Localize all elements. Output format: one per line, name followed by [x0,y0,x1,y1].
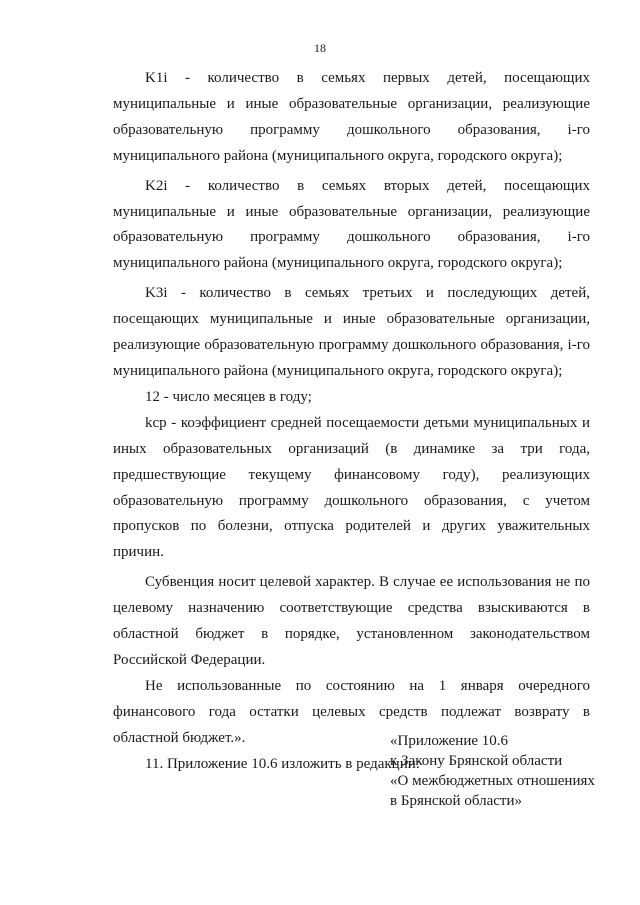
paragraph-k3i: K3i - количество в семьях третьих и последующих детей, посещающих муниципальные и иные образовательные организации, реализующие образовательную программу дошкольного образования, i-го муниципального района (муниципального округа, городского округа); [113,285,590,379]
paragraph-months: 12 - число месяцев в году; [145,388,312,405]
appendix-label [390,731,610,811]
appendix-label-line: в Брянской области» [390,793,522,809]
paragraph-unused-funds: Не использованные по состоянию на 1 января очередного финансового года остатки целевых средств подлежат возврату в областной бюджет.». [113,677,590,746]
appendix-label-line: «О межбюджетных отношениях [390,773,595,789]
paragraph-k1i: K1i - количество в семьях первых детей, посещающих муниципальные и иные образовательные организации, реализующие образовательную программу дошкольного образования, i-го муниципального района (муниципального округа, городского округа); [113,70,590,164]
page-number: 18 [314,41,326,55]
paragraph-kcp: kср - коэффициент средней посещаемости детьми муниципальных и иных образовательных организаций (в динамике за три года, предшествующие текущему финансовому году), реализующих образовательную программу дошкольного образования, с учетом пропусков по болезни, отпуска родителей и других уважительных причин. [113,414,590,561]
paragraph-k2i: K2i - количество в семьях вторых детей, посещающих муниципальные и иные образовательные организации, реализующие образовательную программу дошкольного образования, i-го муниципального района (муниципального округа, городского округа); [113,177,590,272]
document-body [113,66,590,777]
appendix-label-line: к Закону Брянской области [390,753,563,769]
paragraph-subvention: Субвенция носит целевой характер. В случае ее использования не по целевому назначению соответствующие средства взыскиваются в областной бюджет в порядке, установленном законодательством Российской Федерации. [113,574,590,668]
appendix-label-line: «Приложение 10.6 [390,733,509,749]
paragraph-amendment-11: 11. Приложение 10.6 изложить в редакции: [145,755,420,772]
